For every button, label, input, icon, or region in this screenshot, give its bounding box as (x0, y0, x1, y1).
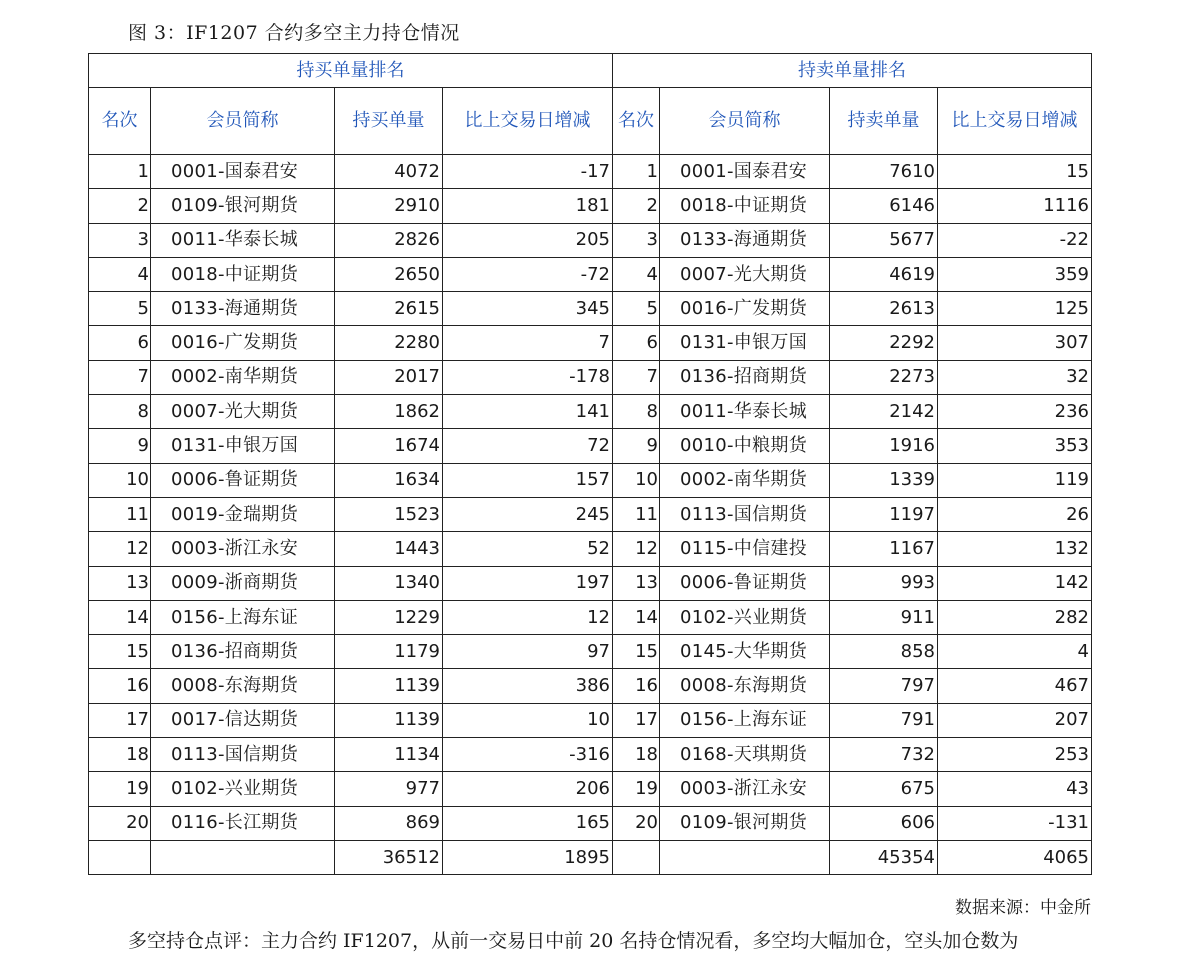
long-change-cell: 7 (443, 326, 613, 360)
short-rank-cell: 2 (613, 189, 660, 223)
short-volume-cell: 4619 (830, 257, 938, 291)
long-volume-total: 36512 (335, 840, 443, 874)
short-rank-cell: 17 (613, 703, 660, 737)
short-change-cell: 467 (938, 669, 1092, 703)
long-change-cell: 52 (443, 532, 613, 566)
long-change-header: 比上交易日增减 (443, 88, 613, 155)
long-change-cell: 10 (443, 703, 613, 737)
short-change-cell: 26 (938, 497, 1092, 531)
short-member-cell: 0131-申银万国 (660, 326, 830, 360)
table-row (89, 497, 1092, 531)
short-member-cell: 0001-国泰君安 (660, 155, 830, 189)
long-volume-cell: 869 (335, 806, 443, 840)
long-volume-cell: 1134 (335, 738, 443, 772)
short-change-cell: 353 (938, 429, 1092, 463)
short-change-header: 比上交易日增减 (938, 88, 1092, 155)
short-volume-cell: 5677 (830, 223, 938, 257)
short-rank-cell: 1 (613, 155, 660, 189)
short-rank-cell: 8 (613, 395, 660, 429)
long-rank-cell: 17 (89, 703, 151, 737)
table-row (89, 738, 1092, 772)
short-change-cell: 43 (938, 772, 1092, 806)
long-volume-cell: 1139 (335, 703, 443, 737)
long-group-header: 持买单量排名 (89, 54, 613, 88)
short-volume-cell: 858 (830, 635, 938, 669)
short-rank-cell: 9 (613, 429, 660, 463)
short-member-cell: 0145-大华期货 (660, 635, 830, 669)
long-change-cell: 206 (443, 772, 613, 806)
short-change-cell: 119 (938, 463, 1092, 497)
long-member-cell: 0002-南华期货 (151, 360, 335, 394)
long-member-cell: 0156-上海东证 (151, 600, 335, 634)
figure-caption: 图 3：IF1207 合约多空主力持仓情况 (128, 22, 460, 44)
short-change-cell: 359 (938, 257, 1092, 291)
short-volume-cell: 1197 (830, 497, 938, 531)
long-change-cell: -178 (443, 360, 613, 394)
long-change-total: 1895 (443, 840, 613, 874)
table-row (89, 257, 1092, 291)
long-rank-header: 名次 (89, 88, 151, 155)
short-rank-header: 名次 (613, 88, 660, 155)
long-rank-cell: 7 (89, 360, 151, 394)
short-member-cell: 0113-国信期货 (660, 497, 830, 531)
short-group-header: 持卖单量排名 (613, 54, 1092, 88)
long-volume-cell: 2280 (335, 326, 443, 360)
long-rank-cell: 15 (89, 635, 151, 669)
column-header-row (89, 88, 1092, 155)
short-member-header: 会员简称 (660, 88, 830, 155)
totals-empty-cell (613, 840, 660, 874)
short-rank-cell: 12 (613, 532, 660, 566)
short-rank-cell: 20 (613, 806, 660, 840)
short-volume-cell: 2273 (830, 360, 938, 394)
short-member-cell: 0016-广发期货 (660, 292, 830, 326)
long-change-cell: -316 (443, 738, 613, 772)
long-rank-cell: 6 (89, 326, 151, 360)
long-volume-cell: 1523 (335, 497, 443, 531)
data-source-note: 数据来源：中金所 (955, 898, 1091, 918)
table-row (89, 635, 1092, 669)
table-row (89, 223, 1092, 257)
long-volume-header: 持买单量 (335, 88, 443, 155)
long-volume-cell: 2017 (335, 360, 443, 394)
short-rank-cell: 18 (613, 738, 660, 772)
short-volume-cell: 732 (830, 738, 938, 772)
short-member-cell: 0007-光大期货 (660, 257, 830, 291)
short-member-cell: 0002-南华期货 (660, 463, 830, 497)
short-rank-cell: 7 (613, 360, 660, 394)
short-change-cell: -22 (938, 223, 1092, 257)
short-rank-cell: 13 (613, 566, 660, 600)
long-member-cell: 0017-信达期货 (151, 703, 335, 737)
long-member-cell: 0113-国信期货 (151, 738, 335, 772)
short-change-cell: 1116 (938, 189, 1092, 223)
long-volume-cell: 1443 (335, 532, 443, 566)
long-member-cell: 0007-光大期货 (151, 395, 335, 429)
short-volume-cell: 911 (830, 600, 938, 634)
long-change-cell: 197 (443, 566, 613, 600)
short-change-cell: 207 (938, 703, 1092, 737)
long-member-cell: 0001-国泰君安 (151, 155, 335, 189)
long-member-cell: 0008-东海期货 (151, 669, 335, 703)
long-rank-cell: 5 (89, 292, 151, 326)
table-row (89, 566, 1092, 600)
table-row (89, 772, 1092, 806)
table-row (89, 292, 1092, 326)
short-member-cell: 0008-东海期货 (660, 669, 830, 703)
long-member-cell: 0136-招商期货 (151, 635, 335, 669)
long-rank-cell: 18 (89, 738, 151, 772)
table-row (89, 532, 1092, 566)
short-member-cell: 0003-浙江永安 (660, 772, 830, 806)
table-row (89, 360, 1092, 394)
short-change-cell: 4 (938, 635, 1092, 669)
short-change-cell: 142 (938, 566, 1092, 600)
short-volume-cell: 675 (830, 772, 938, 806)
short-change-cell: -131 (938, 806, 1092, 840)
long-rank-cell: 8 (89, 395, 151, 429)
long-volume-cell: 977 (335, 772, 443, 806)
short-change-cell: 15 (938, 155, 1092, 189)
long-volume-cell: 1634 (335, 463, 443, 497)
long-volume-cell: 2910 (335, 189, 443, 223)
short-member-cell: 0011-华泰长城 (660, 395, 830, 429)
long-volume-cell: 1229 (335, 600, 443, 634)
long-rank-cell: 19 (89, 772, 151, 806)
totals-empty-cell (151, 840, 335, 874)
short-member-cell: 0006-鲁证期货 (660, 566, 830, 600)
short-volume-header: 持卖单量 (830, 88, 938, 155)
long-change-cell: 245 (443, 497, 613, 531)
table-row (89, 669, 1092, 703)
long-rank-cell: 13 (89, 566, 151, 600)
short-rank-cell: 3 (613, 223, 660, 257)
long-change-cell: 165 (443, 806, 613, 840)
long-volume-cell: 1139 (335, 669, 443, 703)
long-member-cell: 0131-申银万国 (151, 429, 335, 463)
short-change-cell: 32 (938, 360, 1092, 394)
short-volume-cell: 797 (830, 669, 938, 703)
short-member-cell: 0133-海通期货 (660, 223, 830, 257)
short-rank-cell: 6 (613, 326, 660, 360)
long-member-cell: 0133-海通期货 (151, 292, 335, 326)
short-member-cell: 0109-银河期货 (660, 806, 830, 840)
short-volume-cell: 1167 (830, 532, 938, 566)
long-volume-cell: 1179 (335, 635, 443, 669)
long-volume-cell: 2826 (335, 223, 443, 257)
short-change-cell: 132 (938, 532, 1092, 566)
short-volume-cell: 1339 (830, 463, 938, 497)
long-member-header: 会员简称 (151, 88, 335, 155)
long-change-cell: 345 (443, 292, 613, 326)
long-member-cell: 0006-鲁证期货 (151, 463, 335, 497)
long-rank-cell: 12 (89, 532, 151, 566)
short-member-cell: 0156-上海东证 (660, 703, 830, 737)
short-member-cell: 0136-招商期货 (660, 360, 830, 394)
long-change-cell: 97 (443, 635, 613, 669)
long-member-cell: 0019-金瑞期货 (151, 497, 335, 531)
long-member-cell: 0011-华泰长城 (151, 223, 335, 257)
long-change-cell: 205 (443, 223, 613, 257)
commentary-text: 多空持仓点评：主力合约 IF1207，从前一交易日中前 20 名持仓情况看，多空均大幅加仓，空头加仓数为 (128, 930, 1019, 952)
table-row (89, 600, 1092, 634)
long-rank-cell: 20 (89, 806, 151, 840)
short-volume-cell: 993 (830, 566, 938, 600)
short-rank-cell: 4 (613, 257, 660, 291)
totals-empty-cell (660, 840, 830, 874)
short-change-cell: 125 (938, 292, 1092, 326)
table-row (89, 429, 1092, 463)
long-rank-cell: 10 (89, 463, 151, 497)
table-row (89, 703, 1092, 737)
totals-empty-cell (89, 840, 151, 874)
table-row (89, 155, 1092, 189)
short-member-cell: 0168-天琪期货 (660, 738, 830, 772)
table-body (89, 155, 1092, 841)
long-change-cell: 72 (443, 429, 613, 463)
totals-row (89, 840, 1092, 874)
short-change-cell: 307 (938, 326, 1092, 360)
table-row (89, 463, 1092, 497)
short-volume-cell: 6146 (830, 189, 938, 223)
long-change-cell: -72 (443, 257, 613, 291)
long-rank-cell: 2 (89, 189, 151, 223)
short-volume-cell: 1916 (830, 429, 938, 463)
long-volume-cell: 2615 (335, 292, 443, 326)
long-rank-cell: 11 (89, 497, 151, 531)
short-volume-cell: 791 (830, 703, 938, 737)
table-row (89, 395, 1092, 429)
table-row (89, 189, 1092, 223)
long-member-cell: 0018-中证期货 (151, 257, 335, 291)
long-change-cell: 157 (443, 463, 613, 497)
long-volume-cell: 1674 (335, 429, 443, 463)
short-volume-cell: 2142 (830, 395, 938, 429)
table-row (89, 326, 1092, 360)
short-change-cell: 282 (938, 600, 1092, 634)
short-volume-total: 45354 (830, 840, 938, 874)
short-rank-cell: 16 (613, 669, 660, 703)
long-change-cell: -17 (443, 155, 613, 189)
long-volume-cell: 2650 (335, 257, 443, 291)
short-volume-cell: 7610 (830, 155, 938, 189)
short-rank-cell: 11 (613, 497, 660, 531)
long-member-cell: 0109-银河期货 (151, 189, 335, 223)
long-volume-cell: 1340 (335, 566, 443, 600)
table-row (89, 806, 1092, 840)
short-rank-cell: 10 (613, 463, 660, 497)
short-volume-cell: 2292 (830, 326, 938, 360)
long-change-cell: 386 (443, 669, 613, 703)
long-member-cell: 0009-浙商期货 (151, 566, 335, 600)
short-member-cell: 0115-中信建投 (660, 532, 830, 566)
long-volume-cell: 1862 (335, 395, 443, 429)
short-member-cell: 0010-中粮期货 (660, 429, 830, 463)
short-rank-cell: 15 (613, 635, 660, 669)
long-rank-cell: 14 (89, 600, 151, 634)
short-rank-cell: 19 (613, 772, 660, 806)
long-rank-cell: 16 (89, 669, 151, 703)
long-change-cell: 12 (443, 600, 613, 634)
long-rank-cell: 1 (89, 155, 151, 189)
short-rank-cell: 5 (613, 292, 660, 326)
short-rank-cell: 14 (613, 600, 660, 634)
long-volume-cell: 4072 (335, 155, 443, 189)
long-change-cell: 181 (443, 189, 613, 223)
long-member-cell: 0102-兴业期货 (151, 772, 335, 806)
short-change-cell: 253 (938, 738, 1092, 772)
short-change-total: 4065 (938, 840, 1092, 874)
long-member-cell: 0116-长江期货 (151, 806, 335, 840)
long-change-cell: 141 (443, 395, 613, 429)
short-change-cell: 236 (938, 395, 1092, 429)
long-rank-cell: 9 (89, 429, 151, 463)
short-member-cell: 0018-中证期货 (660, 189, 830, 223)
short-volume-cell: 2613 (830, 292, 938, 326)
long-rank-cell: 4 (89, 257, 151, 291)
long-rank-cell: 3 (89, 223, 151, 257)
position-ranking-table (88, 53, 1092, 875)
group-header-row (89, 54, 1092, 88)
short-volume-cell: 606 (830, 806, 938, 840)
long-member-cell: 0003-浙江永安 (151, 532, 335, 566)
long-member-cell: 0016-广发期货 (151, 326, 335, 360)
short-member-cell: 0102-兴业期货 (660, 600, 830, 634)
